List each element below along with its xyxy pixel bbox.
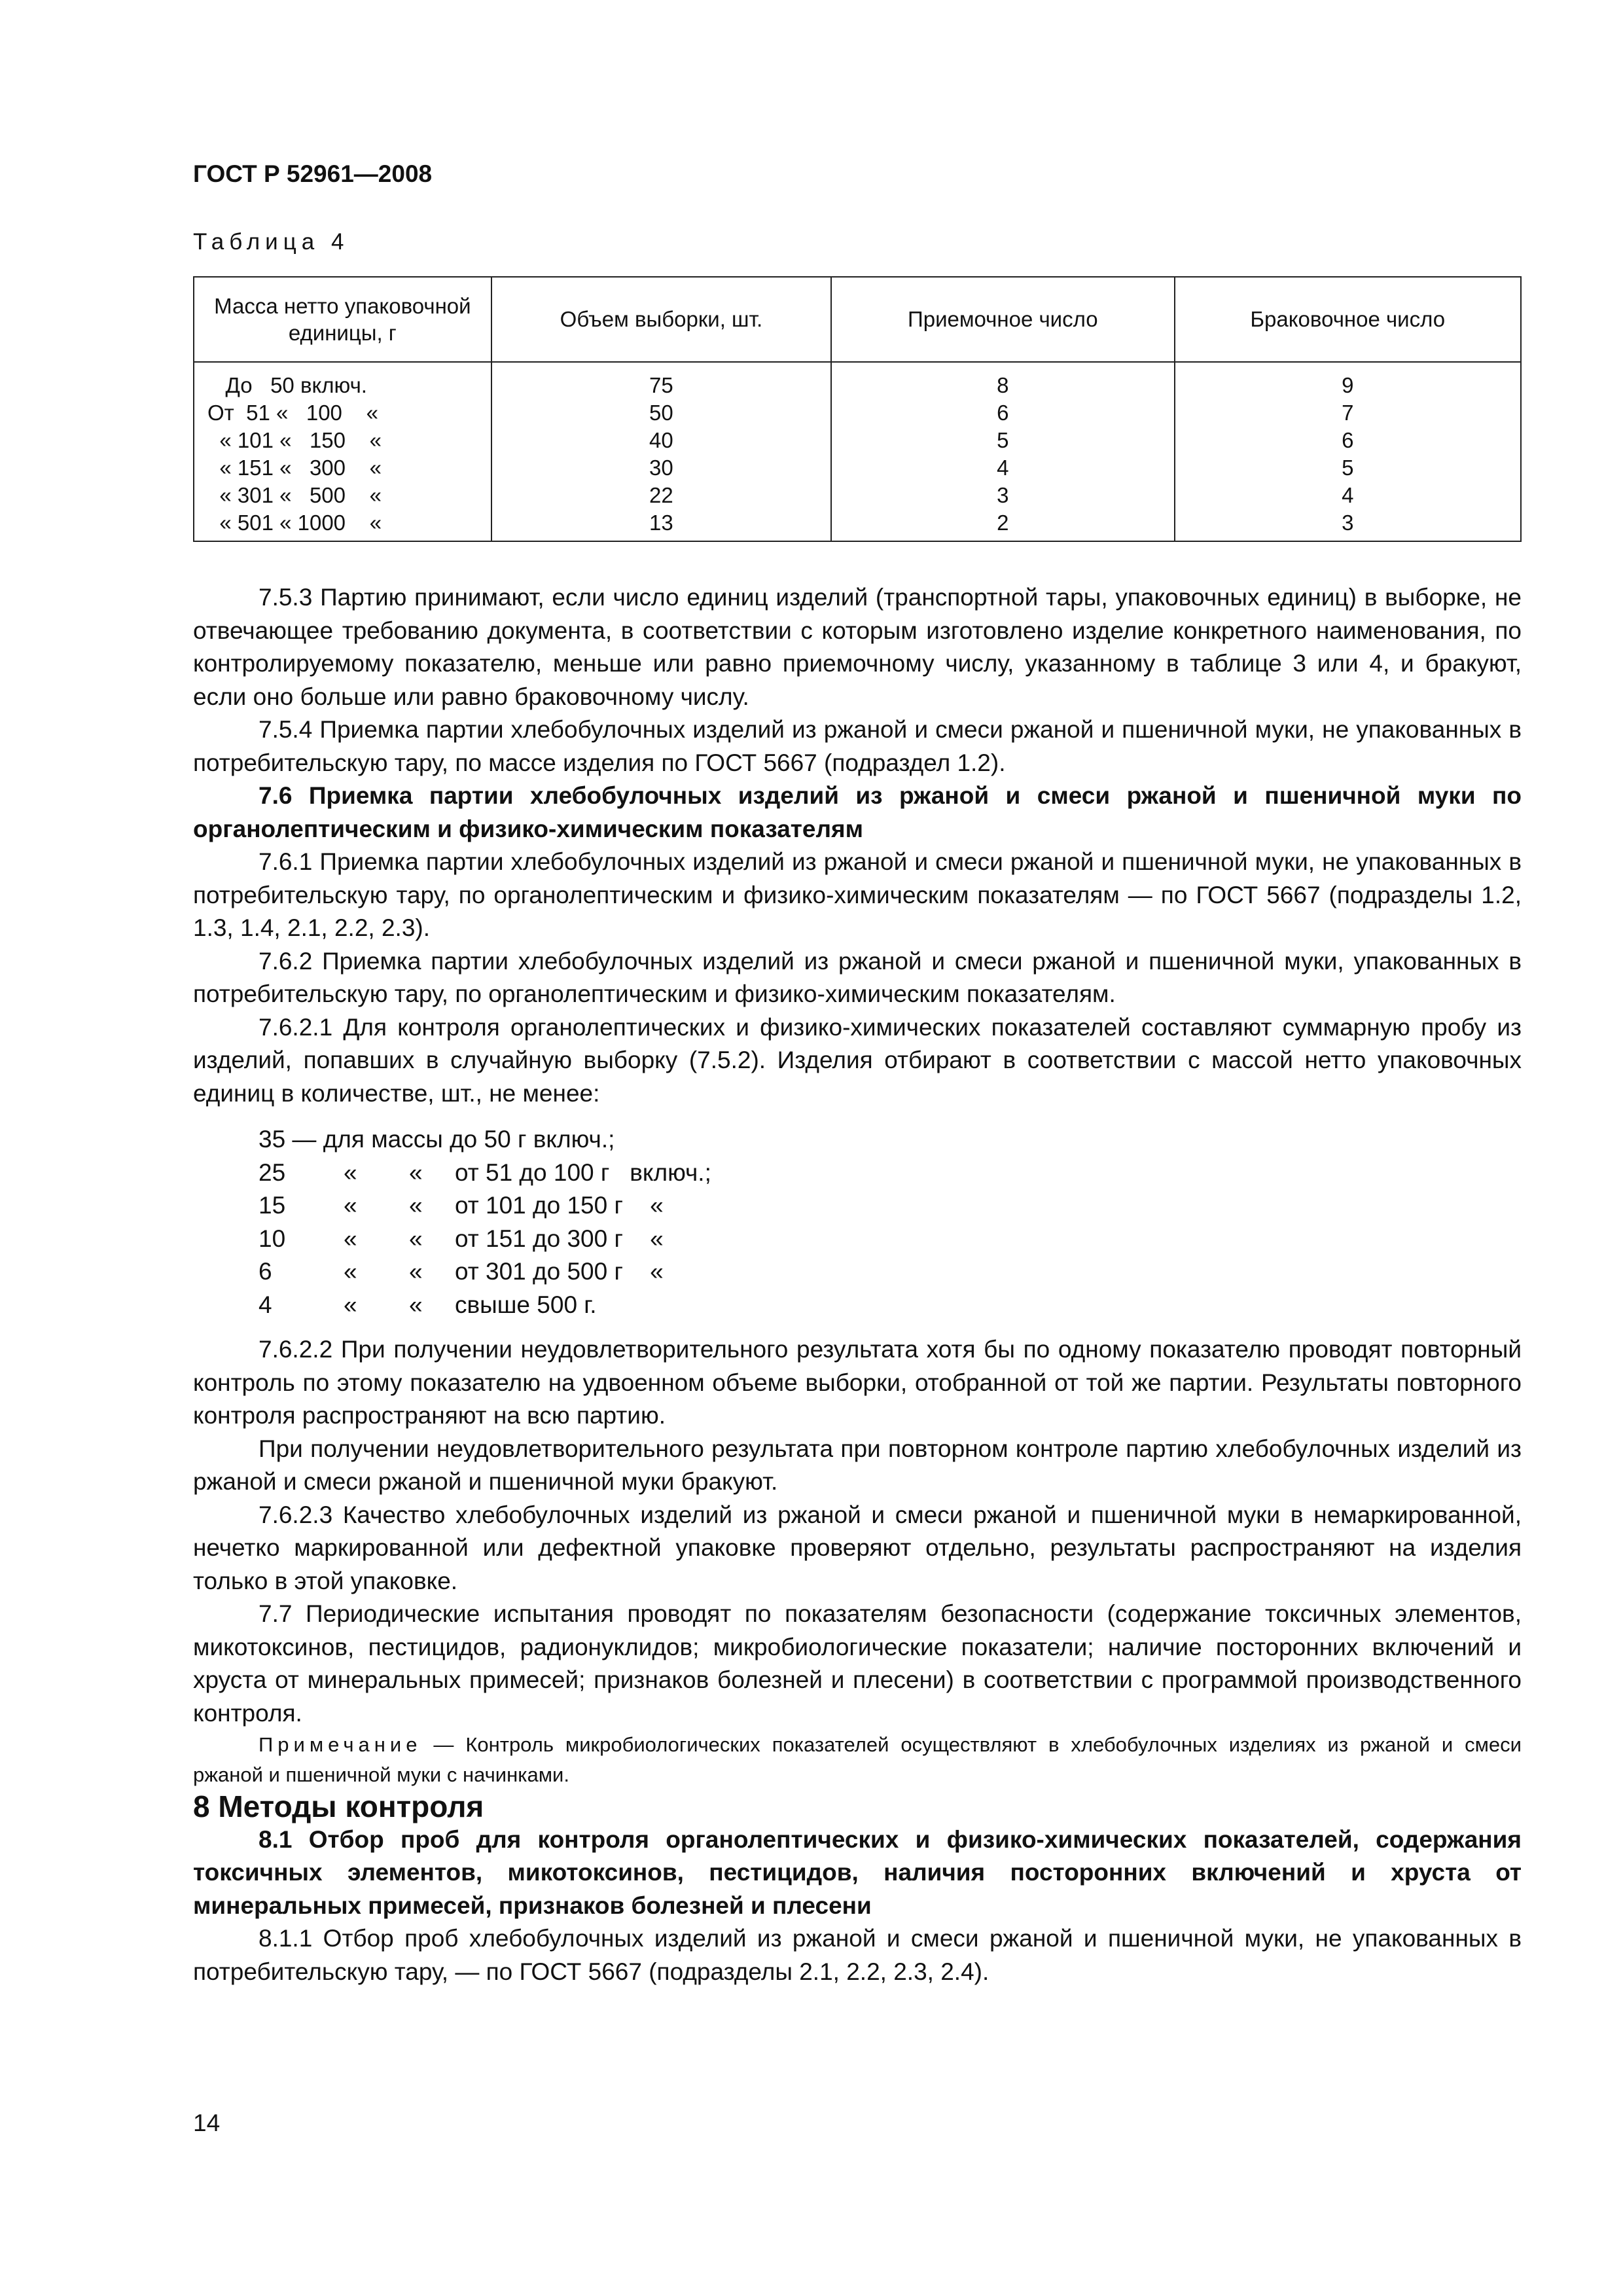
cell-mass: « 151 « 300 « [194, 454, 491, 482]
cell-rejection: 6 [1175, 427, 1521, 454]
paragraph-7-6-2-2: 7.6.2.2 При получении неудовлетворительного результата хотя бы по одному показателю проводят повторный контроль по этому показателю на удвоенном объеме выборки, отобранной от той же партии. Результаты повторного контроля распространяют на всю партию. [193, 1336, 1522, 1429]
list-item [259, 1223, 1522, 1256]
list-item-count: 25 [259, 1158, 286, 1186]
paragraph-7-6-2-1: 7.6.2.1 Для контроля органолептических и физико-химических показателей составляют суммарную пробу из изделий, попавших в случайную выборку (7.5.2). Изделия отбирают в соответствии с массой нетто упаковочных единиц в количестве, шт., не менее: [193, 1013, 1522, 1107]
cell-sample-size: 30 [491, 454, 831, 482]
list-item-ditto: « [409, 1192, 423, 1219]
cell-rejection: 5 [1175, 454, 1521, 482]
cell-acceptance: 2 [831, 509, 1174, 541]
note-label: Примечание [259, 1733, 422, 1756]
cell-mass: До 50 включ. [194, 362, 491, 399]
heading-7-6: 7.6 Приемка партии хлебобулочных изделий из ржаной и смеси ржаной и пшеничной муки по органолептическим и физико-химическим показателям [193, 782, 1522, 842]
list-item-count: 4 [259, 1291, 272, 1318]
list-item [259, 1123, 1522, 1157]
column-header-rejection-number: Браковочное число [1175, 277, 1521, 362]
paragraph-7-6-2-2-continued: При получении неудовлетворительного результата при повторном контроле партию хлебобулочных изделий из ржаной и смеси ржаной и пшеничной муки бракуют. [193, 1435, 1522, 1495]
list-item-count: 10 [259, 1225, 286, 1252]
cell-mass: « 301 « 500 « [194, 482, 491, 509]
sample-quantity-list [259, 1123, 1522, 1321]
list-item-count: 15 [259, 1192, 286, 1219]
list-item-ditto: « [409, 1158, 423, 1186]
table-header-row [194, 277, 1521, 362]
cell-acceptance: 3 [831, 482, 1174, 509]
list-item [259, 1189, 1522, 1223]
paragraph-7-5-3: 7.5.3 Партию принимают, если число единиц изделий (транспортной тары, упаковочных единиц) в выборке, не отвечающее требованию документа, в соответствии с которым изготовлено изделие конкретного наименования, по контролируемому показателю, меньше или равно приемочному числу, указанному в таблице 3 или 4, и бракуют, если оно больше или равно браковочному числу. [193, 584, 1522, 710]
table-caption: Таблица 4 [193, 229, 349, 255]
section-8-heading: 8 Методы контроля [193, 1789, 484, 1823]
table-row [194, 454, 1521, 482]
page-number: 14 [193, 2109, 221, 2136]
cell-rejection: 4 [1175, 482, 1521, 509]
paragraph-7-6-1: 7.6.1 Приемка партии хлебобулочных изделий из ржаной и смеси ржаной и пшеничной муки, не упакованных в потребительскую тару, по органолептическим и физико-химическим показателям — по ГОСТ 5667 (подразделы 1.2, 1.3, 1.4, 2.1, 2.2, 2.3). [193, 848, 1522, 941]
cell-sample-size: 13 [491, 509, 831, 541]
cell-sample-size: 40 [491, 427, 831, 454]
list-item-range: от 101 до 150 г « [455, 1192, 664, 1219]
cell-rejection: 9 [1175, 362, 1521, 399]
cell-mass: « 101 « 150 « [194, 427, 491, 454]
list-item-ditto: « [409, 1225, 423, 1252]
column-header-sample-size: Объем выборки, шт. [491, 277, 831, 362]
note-text: — Контроль микробиологических показателей осуществляют в хлебобулочных изделиях из ржаной и смеси ржаной и пшеничной муки с начинками. [193, 1733, 1522, 1786]
table-row [194, 482, 1521, 509]
list-item-text: 35 — для массы до 50 г включ.; [259, 1126, 615, 1153]
cell-mass: От 51 « 100 « [194, 399, 491, 427]
cell-mass: « 501 « 1000 « [194, 509, 491, 541]
column-header-acceptance-number: Приемочное число [831, 277, 1174, 362]
list-item-range: от 151 до 300 г « [455, 1225, 664, 1252]
cell-acceptance: 4 [831, 454, 1174, 482]
table-row [194, 509, 1521, 541]
cell-acceptance: 6 [831, 399, 1174, 427]
list-item-ditto: « [344, 1158, 357, 1186]
paragraph-8-1-1: 8.1.1 Отбор проб хлебобулочных изделий из ржаной и смеси ржаной и пшеничной муки, не упакованных в потребительскую тару, — по ГОСТ 5667 (подразделы 2.1, 2.2, 2.3, 2.4). [193, 1925, 1522, 1985]
note [193, 1730, 1522, 1790]
list-item [259, 1289, 1522, 1322]
table-4 [193, 276, 1522, 542]
cell-sample-size: 75 [491, 362, 831, 399]
paragraph-7-6-2-3: 7.6.2.3 Качество хлебобулочных изделий из ржаной и смеси ржаной и пшеничной муки в немаркированной, нечетко маркированной или дефектной упаковке проверяют отдельно, результаты распространяют на изделия только в этой упаковке. [193, 1501, 1522, 1594]
list-item-range: свыше 500 г. [455, 1291, 597, 1318]
list-item-ditto: « [344, 1192, 357, 1219]
list-item-ditto: « [344, 1225, 357, 1252]
list-item-range: от 301 до 500 г « [455, 1258, 664, 1285]
cell-rejection: 3 [1175, 509, 1521, 541]
document-header: ГОСТ Р 52961—2008 [193, 160, 433, 187]
cell-acceptance: 5 [831, 427, 1174, 454]
table-row [194, 362, 1521, 399]
table-row [194, 399, 1521, 427]
heading-8-1: 8.1 Отбор проб для контроля органолептических и физико-химических показателей, содержания токсичных элементов, микотоксинов, пестицидов, наличия посторонних включений и хруста от минеральных примесей, признаков болезней и плесени [193, 1825, 1522, 1919]
paragraph-7-5-4: 7.5.4 Приемка партии хлебобулочных изделий из ржаной и смеси ржаной и пшеничной муки, не упакованных в потребительскую тару, по массе изделия по ГОСТ 5667 (подраздел 1.2). [193, 716, 1522, 776]
list-item [259, 1157, 1522, 1190]
table-row [194, 427, 1521, 454]
list-item-ditto: « [409, 1291, 423, 1318]
list-item-ditto: « [344, 1291, 357, 1318]
column-header-mass: Масса нетто упаковочной единицы, г [194, 277, 491, 362]
list-item-range: от 51 до 100 г включ.; [455, 1158, 711, 1186]
paragraph-7-7: 7.7 Периодические испытания проводят по показателям безопасности (содержание токсичных элементов, микотоксинов, пестицидов, радионуклидов; микробиологические показатели; наличие посторонних включений и хруста от минеральных примесей; признаков болезней и плесени) в соответствии с программой производственного контроля. [193, 1600, 1522, 1727]
list-item-ditto: « [409, 1258, 423, 1285]
list-item [259, 1255, 1522, 1289]
cell-rejection: 7 [1175, 399, 1521, 427]
cell-sample-size: 50 [491, 399, 831, 427]
cell-sample-size: 22 [491, 482, 831, 509]
list-item-ditto: « [344, 1258, 357, 1285]
list-item-count: 6 [259, 1258, 272, 1285]
paragraph-7-6-2: 7.6.2 Приемка партии хлебобулочных изделий из ржаной и смеси ржаной и пшеничной муки, упакованных в потребительскую тару, по органолептическим и физико-химическим показателям. [193, 947, 1522, 1007]
cell-acceptance: 8 [831, 362, 1174, 399]
document-body [193, 581, 1522, 1988]
